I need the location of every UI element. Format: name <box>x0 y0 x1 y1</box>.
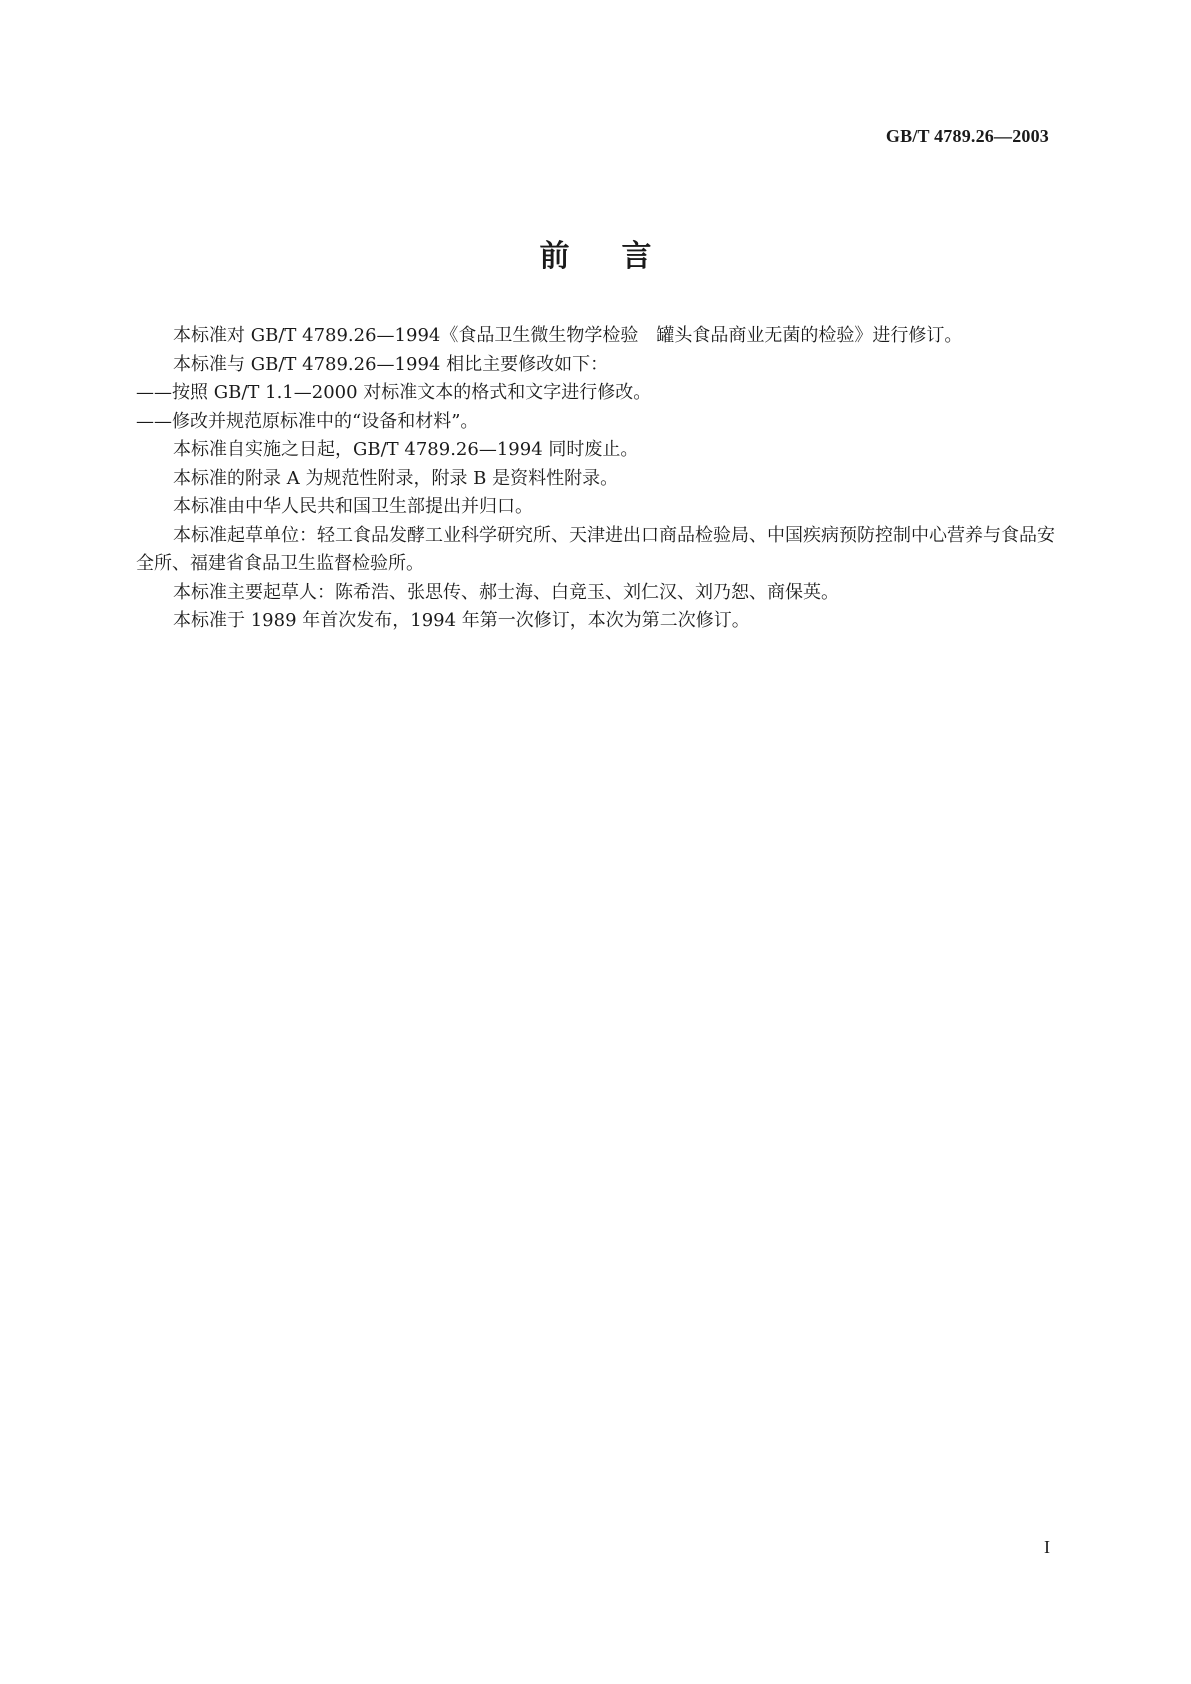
foreword-paragraph: 本标准主要起草人：陈希浩、张思传、郝士海、白竟玉、刘仁汉、刘乃恕、商保英。 <box>173 581 839 603</box>
page-number: I <box>1044 1537 1050 1557</box>
page-title: 前言 <box>539 239 704 274</box>
foreword-paragraph: 本标准起草单位：轻工食品发酵工业科学研究所、天津进出口商品检验局、中国疾病预防控制中心营养与食品安全所、福建省食品卫生监督检验所。 <box>136 524 1055 574</box>
foreword-paragraph: 本标准由中华人民共和国卫生部提出并归口。 <box>173 496 533 517</box>
foreword-paragraph: 本标准与 GB/T 4789.26—1994 相比主要修改如下： <box>173 353 609 375</box>
standard-number: GB/T 4789.26—2003 <box>885 126 1049 146</box>
foreword-list-item: ——按照 GB/T 1.1—2000 对标准文本的格式和文字进行修改。 <box>136 382 652 403</box>
foreword-paragraph: 本标准自实施之日起，GB/T 4789.26—1994 同时废止。 <box>173 439 639 460</box>
foreword-body <box>136 322 1056 636</box>
foreword-paragraph: 本标准的附录 A 为规范性附录，附录 B 是资料性附录。 <box>173 467 619 489</box>
foreword-paragraph: 本标准对 GB/T 4789.26—1994《食品卫生微生物学检验 罐头食品商业无菌的检验》进行修订。 <box>173 325 963 346</box>
foreword-list-item: ——修改并规范原标准中的“设备和材料”。 <box>136 410 479 432</box>
foreword-paragraph: 本标准于 1989 年首次发布，1994 年第一次修订，本次为第二次修订。 <box>173 610 750 631</box>
